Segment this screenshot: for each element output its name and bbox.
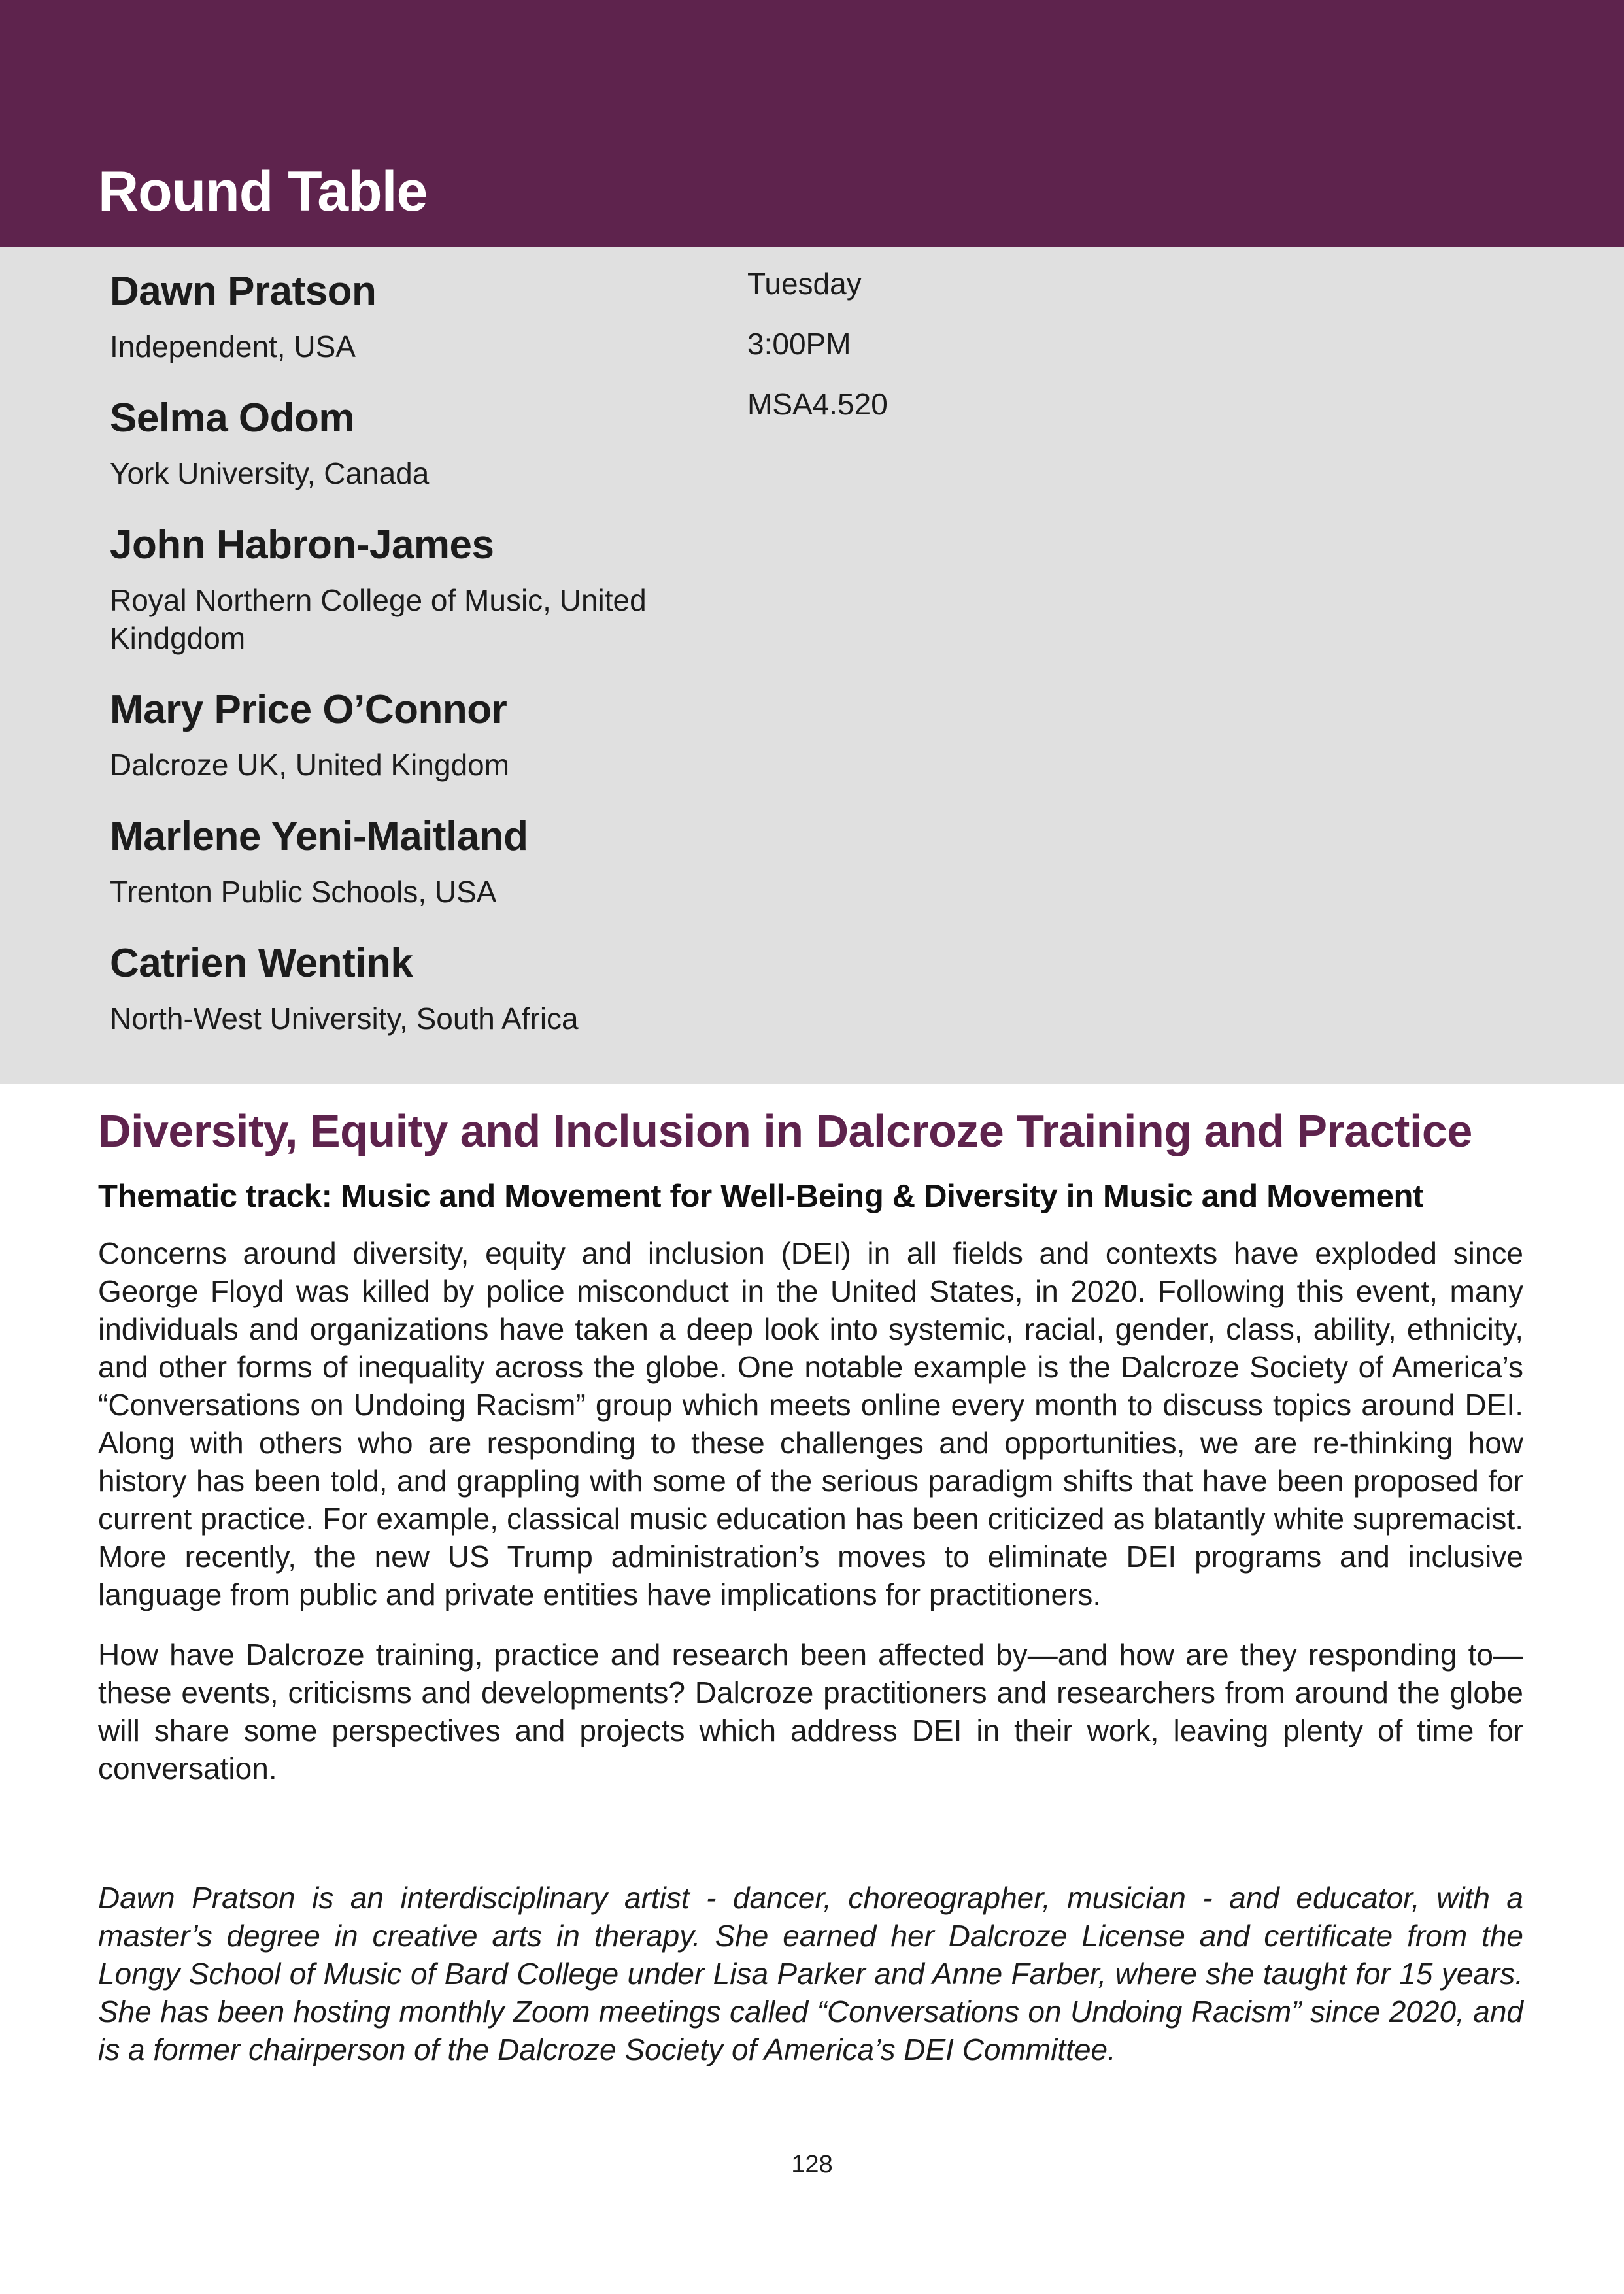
thematic-track: Thematic track: Music and Movement for Well-Being & Diversity in Music and Movement	[98, 1179, 1424, 1214]
session-room: MSA4.520	[747, 387, 888, 421]
section-title: Round Table	[98, 160, 428, 223]
abstract-paragraph: How have Dalcroze training, practice and research been affected by—and how are they responding to—these events, criticisms and developments? Dalcroze practitioners and researchers from around the globe will share some perspectives and projects which address DEI in their work, leaving plenty of time for conversation.	[98, 1638, 1523, 1785]
abstract-paragraph: Concerns around diversity, equity and inclusion (DEI) in all fields and contexts have exploded since George Floyd was killed by police misconduct in the United States, in 2020. Following this event, many individuals and organizations have taken a deep look into systemic, racial, gender, class, ability, ethnicity, and other forms of inequality across the globe. One notable example is the Dalcroze Society of America’s “Conversations on Undoing Racism” group which meets online every month to discuss topics around DEI. Along with others who are responding to these challenges and opportunities, we are re-thinking how history has been told, and grappling with some of the serious paradigm shifts that have been proposed for current practice. For example, classical music education has been criticized as blatantly white supremacist. More recently, the new US Trump administration’s moves to eliminate DEI programs and inclusive language from public and private entities have implications for practitioners.	[98, 1236, 1523, 1611]
speaker-item	[110, 265, 711, 365]
speaker-name: Marlene Yeni-Maitland	[110, 814, 528, 859]
speaker-name: Selma Odom	[110, 396, 354, 441]
speaker-name: Catrien Wentink	[110, 941, 413, 986]
speaker-item	[110, 392, 711, 492]
speaker-affiliation: York University, Canada	[110, 456, 430, 490]
session-title: Diversity, Equity and Inclusion in Dalcroze Training and Practice	[98, 1105, 1472, 1156]
speaker-affiliation: Dalcroze UK, United Kingdom	[110, 748, 510, 782]
speaker-bio: Dawn Pratson is an interdisciplinary artist - dancer, choreographer, musician - and educator, with a master’s degree in creative arts in therapy. She earned her Dalcroze License and certificate from the Longy School of Music of Bard College under Lisa Parker and Anne Farber, where she taught for 15 years. She has been hosting monthly Zoom meetings called “Conversations on Undoing Racism” since 2020, and is a former chairperson of the Dalcroze Society of America’s DEI Committee.	[98, 1881, 1523, 2066]
speaker-name: John Habron-James	[110, 522, 494, 567]
session-time: 3:00PM	[747, 327, 851, 361]
speaker-item	[110, 518, 711, 657]
speaker-affiliation: Independent, USA	[110, 329, 356, 363]
speaker-name: Mary Price O’Connor	[110, 687, 507, 732]
speaker-affiliation: Royal Northern College of Music, United Kindgdom	[110, 583, 647, 655]
header-band	[0, 0, 1624, 247]
speaker-item	[110, 683, 711, 784]
session-info	[747, 265, 1140, 445]
session-day: Tuesday	[747, 267, 862, 301]
speaker-name: Dawn Pratson	[110, 269, 377, 314]
speaker-item	[110, 810, 711, 911]
speaker-item	[110, 937, 711, 1037]
speaker-affiliation: Trenton Public Schools, USA	[110, 875, 497, 909]
speaker-list	[110, 265, 711, 1064]
speaker-affiliation: North-West University, South Africa	[110, 1002, 579, 1036]
session-description	[98, 1098, 1523, 2068]
page-number: 128	[791, 2151, 833, 2178]
